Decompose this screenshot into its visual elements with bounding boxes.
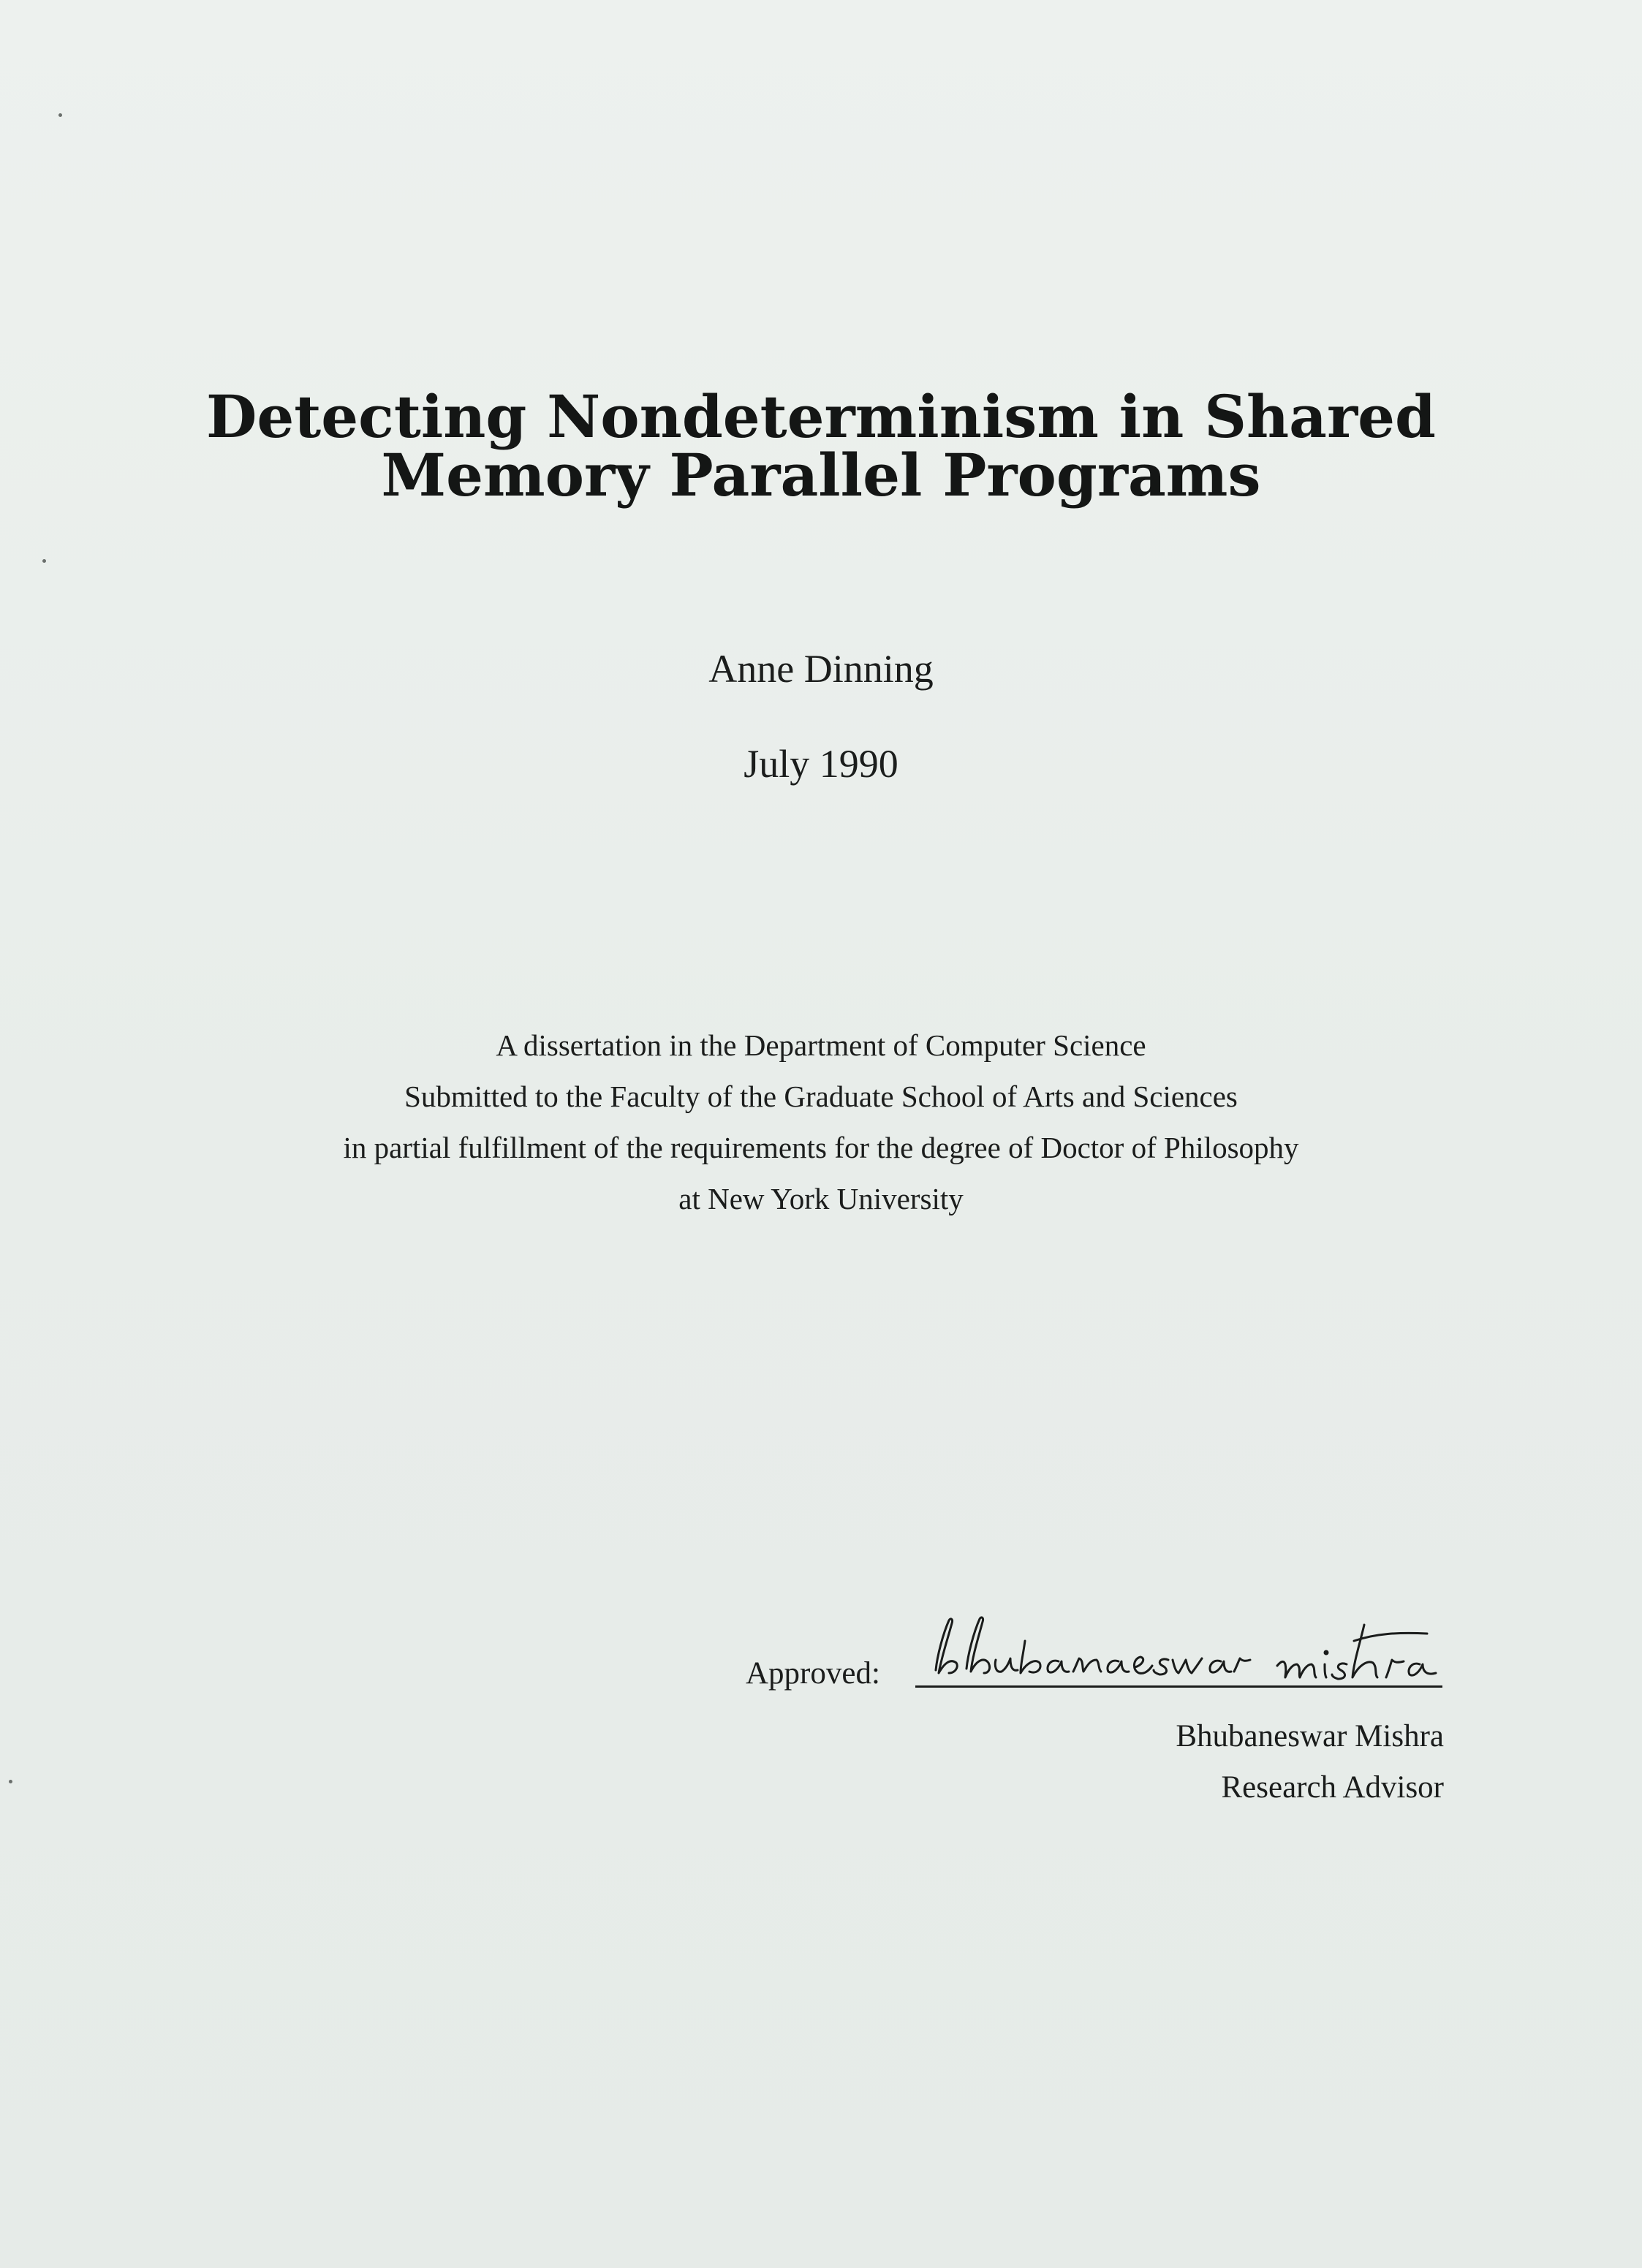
- title-line-1: Detecting Nondeterminism in Shared: [206, 382, 1436, 451]
- statement-line-1: A dissertation in the Department of Computer Science: [496, 1028, 1146, 1062]
- dust-speck: [9, 1780, 12, 1783]
- statement-line-3: in partial fulfillment of the requirements for the degree of Doctor of Philosophy: [343, 1131, 1299, 1164]
- advisor-name: Bhubaneswar Mishra: [1176, 1719, 1444, 1753]
- degree-statement: [0, 1020, 1642, 1224]
- dissertation-title: [0, 382, 1642, 509]
- dust-speck: [42, 559, 46, 563]
- signature-line: [915, 1685, 1442, 1688]
- author-name: Anne Dinning: [708, 647, 934, 691]
- statement-line-2: Submitted to the Faculty of the Graduate School of Arts and Sciences: [404, 1080, 1238, 1113]
- approved-label: Approved:: [746, 1656, 880, 1691]
- statement-line-4: at New York University: [678, 1182, 964, 1215]
- advisor-title: Research Advisor: [1221, 1770, 1444, 1805]
- dust-speck: [58, 113, 62, 117]
- approval-block: [746, 1619, 1444, 1699]
- submission-date: July 1990: [744, 742, 898, 786]
- title-line-2: Memory Parallel Programs: [381, 441, 1261, 509]
- handwritten-signature: [915, 1612, 1442, 1688]
